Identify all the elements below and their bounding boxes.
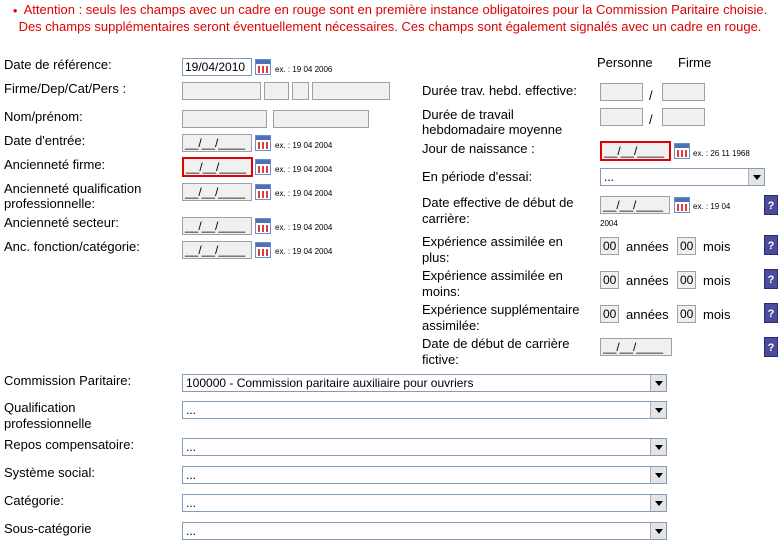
warning-bullet-icon: ●	[12, 5, 18, 15]
anciennete-qualif-label-2: professionnelle:	[4, 196, 96, 211]
nom-input[interactable]	[182, 110, 267, 128]
warning-text: Attention : seuls les champs avec un cadre en rouge sont en première instance obligatoires pour la Commission Paritaire choisie. Des champs supplémentaires seront éventuellement nécessaires. Ces champs sont également signalés avec un cadre en rouge.	[18, 2, 768, 34]
debut-fictive-label-2: fictive:	[422, 352, 459, 367]
chevron-down-icon[interactable]	[748, 169, 764, 185]
exp-plus-label-1: Expérience assimilée en	[422, 234, 563, 249]
exp-moins-help-button[interactable]: ?	[764, 269, 778, 289]
calendar-icon[interactable]	[674, 197, 690, 213]
firme-dep-label: Firme/Dep/Cat/Pers :	[4, 81, 127, 96]
exp-plus-years-input[interactable]: 00	[600, 237, 619, 255]
calendar-icon[interactable]	[255, 159, 271, 175]
periode-essai-select[interactable]	[600, 168, 765, 186]
sous-categorie-select[interactable]	[182, 522, 667, 540]
chevron-down-icon[interactable]	[650, 495, 666, 511]
commission-value: 100000 - Commission paritaire auxiliaire pour ouvriers	[186, 376, 474, 390]
date-entree-example: ex. : 19 04 2004	[275, 141, 333, 150]
column-personne: Personne	[597, 55, 653, 70]
anciennete-qualif-label-1: Ancienneté qualification	[4, 181, 142, 196]
duree-effective-personne-input[interactable]	[600, 83, 643, 101]
anciennete-secteur-example: ex. : 19 04 2004	[275, 223, 333, 232]
exp-supp-months-label: mois	[703, 307, 731, 322]
debut-fictive-help-button[interactable]: ?	[764, 337, 778, 357]
debut-carriere-label-2: carrière:	[422, 211, 470, 226]
commission-select[interactable]	[182, 374, 667, 392]
debut-fictive-label-1: Date de début de carrière	[422, 336, 570, 351]
anciennete-firme-input[interactable]: __/__/____	[182, 157, 253, 177]
anc-fonction-input[interactable]: __/__/____	[182, 241, 252, 259]
exp-supp-label-1: Expérience supplémentaire	[422, 302, 580, 317]
exp-moins-months-input[interactable]: 00	[677, 271, 696, 289]
prenom-input[interactable]	[273, 110, 369, 128]
repos-value: ...	[186, 440, 197, 454]
categorie-label: Catégorie:	[4, 493, 64, 508]
exp-plus-months-label: mois	[703, 239, 731, 254]
qualification-label-2: professionnelle	[4, 416, 92, 431]
anciennete-qualif-example: ex. : 19 04 2004	[275, 189, 333, 198]
exp-moins-label-1: Expérience assimilée en	[422, 268, 563, 283]
duree-effective-label: Durée trav. hebd. effective:	[422, 83, 577, 98]
anciennete-qualif-input[interactable]: __/__/____	[182, 183, 252, 201]
anciennete-firme-label: Ancienneté firme:	[4, 157, 106, 172]
duree-effective-firme-input[interactable]	[662, 83, 705, 101]
date-reference-input[interactable]: 19/04/2010	[182, 58, 252, 76]
debut-carriere-example-2: 2004	[600, 219, 618, 228]
anc-fonction-example: ex. : 19 04 2004	[275, 247, 333, 256]
exp-moins-months-label: mois	[703, 273, 731, 288]
debut-fictive-input[interactable]: __/__/____	[600, 338, 672, 356]
debut-carriere-help-button[interactable]: ?	[764, 195, 778, 215]
exp-moins-label-2: moins:	[422, 284, 461, 299]
jour-naissance-example: ex. : 26 11 1968	[693, 149, 750, 158]
calendar-icon[interactable]	[255, 135, 271, 151]
chevron-down-icon[interactable]	[650, 467, 666, 483]
calendar-icon[interactable]	[255, 218, 271, 234]
anciennete-secteur-label: Ancienneté secteur:	[4, 215, 119, 230]
exp-supp-months-input[interactable]: 00	[677, 305, 696, 323]
dep-input[interactable]	[264, 82, 289, 100]
exp-supp-help-button[interactable]: ?	[764, 303, 778, 323]
periode-essai-value: ...	[604, 170, 615, 184]
date-reference-example: ex. : 19 04 2006	[275, 65, 333, 74]
chevron-down-icon[interactable]	[650, 439, 666, 455]
duree-moyenne-label-2: hebdomadaire moyenne	[422, 122, 563, 137]
categorie-value: ...	[186, 496, 197, 510]
exp-plus-label-2: plus:	[422, 250, 450, 265]
systeme-label: Système social:	[4, 465, 96, 480]
systeme-select[interactable]	[182, 466, 667, 484]
categorie-select[interactable]	[182, 494, 667, 512]
nom-prenom-label: Nom/prénom:	[4, 109, 83, 124]
exp-supp-years-label: années	[626, 307, 669, 322]
qualification-value: ...	[186, 403, 197, 417]
repos-select[interactable]	[182, 438, 667, 456]
commission-label: Commission Paritaire:	[4, 373, 132, 388]
warning-message	[0, 2, 780, 35]
qualification-label-1: Qualification	[4, 400, 76, 415]
calendar-icon[interactable]	[255, 184, 271, 200]
systeme-value: ...	[186, 468, 197, 482]
calendar-icon[interactable]	[255, 242, 271, 258]
pers-input[interactable]	[312, 82, 390, 100]
anc-fonction-label: Anc. fonction/catégorie:	[4, 239, 140, 254]
duree-moyenne-label-1: Durée de travail	[422, 107, 514, 122]
duree-moyenne-separator: /	[649, 112, 653, 127]
anciennete-secteur-input[interactable]: __/__/____	[182, 217, 252, 235]
chevron-down-icon[interactable]	[650, 375, 666, 391]
firme-input[interactable]	[182, 82, 261, 100]
chevron-down-icon[interactable]	[650, 402, 666, 418]
exp-moins-years-label: années	[626, 273, 669, 288]
debut-carriere-input[interactable]: __/__/____	[600, 196, 670, 214]
duree-moyenne-personne-input[interactable]	[600, 108, 643, 126]
exp-plus-help-button[interactable]: ?	[764, 235, 778, 255]
periode-essai-label: En période d'essai:	[422, 169, 533, 184]
exp-supp-label-2: assimilée:	[422, 318, 480, 333]
date-entree-label: Date d'entrée:	[4, 133, 86, 148]
sous-categorie-label: Sous-catégorie	[4, 521, 92, 536]
date-reference-label: Date de référence:	[4, 57, 112, 72]
cat-input[interactable]	[292, 82, 309, 100]
jour-naissance-label: Jour de naissance :	[422, 141, 535, 156]
anciennete-firme-example: ex. : 19 04 2004	[275, 165, 333, 174]
column-firme: Firme	[678, 55, 712, 70]
duree-moyenne-firme-input[interactable]	[662, 108, 705, 126]
calendar-icon[interactable]	[255, 59, 271, 75]
debut-carriere-label-1: Date effective de début de	[422, 195, 574, 210]
exp-plus-years-label: années	[626, 239, 669, 254]
date-entree-input[interactable]: __/__/____	[182, 134, 252, 152]
calendar-icon[interactable]	[674, 143, 690, 159]
qualification-select[interactable]	[182, 401, 667, 419]
sous-categorie-value: ...	[186, 524, 197, 538]
repos-label: Repos compensatoire:	[4, 437, 135, 452]
jour-naissance-input[interactable]: __/__/____	[600, 141, 671, 161]
duree-effective-separator: /	[649, 88, 653, 103]
chevron-down-icon[interactable]	[650, 523, 666, 539]
exp-plus-months-input[interactable]: 00	[677, 237, 696, 255]
debut-carriere-example-1: ex. : 19 04	[693, 202, 731, 211]
exp-supp-years-input[interactable]: 00	[600, 305, 619, 323]
exp-moins-years-input[interactable]: 00	[600, 271, 619, 289]
